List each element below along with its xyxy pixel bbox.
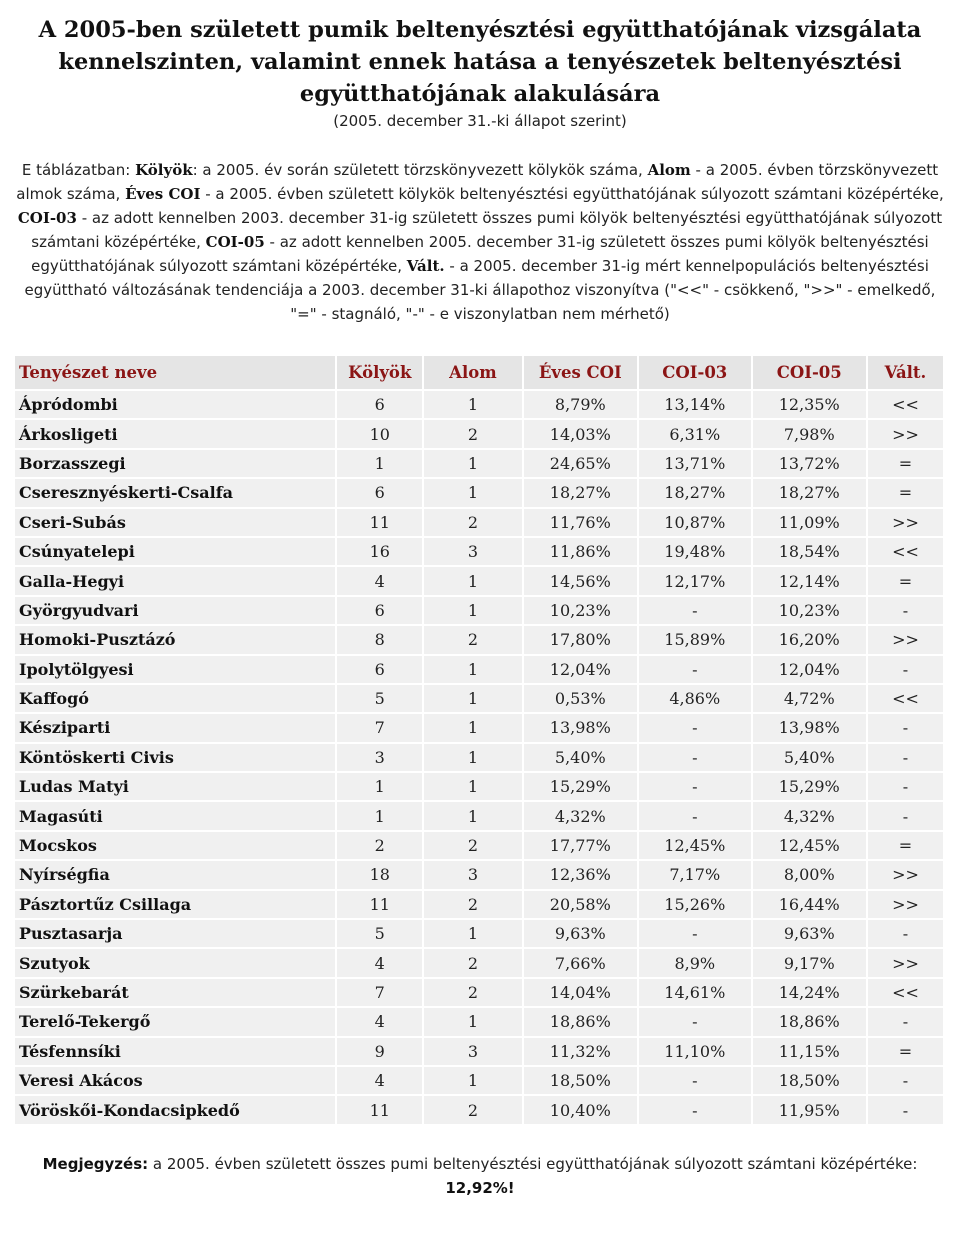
cell-eves-coi: 8,79% <box>524 391 637 418</box>
cell-coi-03: 7,17% <box>639 861 750 888</box>
cell-eves-coi: 12,04% <box>524 656 637 683</box>
cell-valt: - <box>868 656 943 683</box>
cell-alom: 2 <box>424 420 521 447</box>
cell-coi-05: 16,44% <box>753 891 866 918</box>
cell-coi-03: - <box>639 656 750 683</box>
cell-alom: 1 <box>424 597 521 624</box>
cell-alom: 1 <box>424 1067 521 1094</box>
table-row <box>15 450 943 477</box>
cell-valt: >> <box>868 420 943 447</box>
cell-coi-05: 8,00% <box>753 861 866 888</box>
cell-valt: = <box>868 567 943 594</box>
cell-kolyok: 4 <box>337 1067 422 1094</box>
cell-eves-coi: 24,65% <box>524 450 637 477</box>
term-eves-coi: Éves COI <box>125 185 201 203</box>
cell-kolyok: 5 <box>337 685 422 712</box>
cell-kennel-name: Györgyudvari <box>15 597 335 624</box>
cell-kolyok: 9 <box>337 1038 422 1065</box>
cell-alom: 3 <box>424 538 521 565</box>
cell-eves-coi: 17,80% <box>524 626 637 653</box>
cell-valt: >> <box>868 949 943 976</box>
cell-kennel-name: Cseri-Subás <box>15 509 335 536</box>
cell-valt: = <box>868 479 943 506</box>
term-kolyok-text: : a 2005. év során született törzskönyvezett kölykök száma, <box>192 161 648 179</box>
cell-kennel-name: Csúnyatelepi <box>15 538 335 565</box>
cell-alom: 1 <box>424 656 521 683</box>
cell-eves-coi: 14,04% <box>524 979 637 1006</box>
cell-coi-05: 12,14% <box>753 567 866 594</box>
cell-coi-05: 12,35% <box>753 391 866 418</box>
cell-coi-05: 9,63% <box>753 920 866 947</box>
cell-valt: - <box>868 597 943 624</box>
cell-eves-coi: 4,32% <box>524 802 637 829</box>
cell-coi-05: 11,95% <box>753 1096 866 1123</box>
cell-coi-05: 12,45% <box>753 832 866 859</box>
header-valt: Vált. <box>868 356 943 389</box>
cell-alom: 1 <box>424 920 521 947</box>
table-row <box>15 656 943 683</box>
cell-coi-03: 4,86% <box>639 685 750 712</box>
cell-alom: 1 <box>424 567 521 594</box>
cell-alom: 1 <box>424 685 521 712</box>
table-row <box>15 626 943 653</box>
term-alom: Alom <box>647 161 691 179</box>
cell-kolyok: 7 <box>337 979 422 1006</box>
cell-eves-coi: 18,86% <box>524 1008 637 1035</box>
cell-coi-05: 16,20% <box>753 626 866 653</box>
cell-kolyok: 11 <box>337 891 422 918</box>
cell-coi-03: - <box>639 714 750 741</box>
table-row <box>15 391 943 418</box>
cell-valt: << <box>868 538 943 565</box>
cell-eves-coi: 10,23% <box>524 597 637 624</box>
cell-alom: 2 <box>424 979 521 1006</box>
cell-kolyok: 16 <box>337 538 422 565</box>
cell-valt: - <box>868 773 943 800</box>
cell-kennel-name: Borzasszegi <box>15 450 335 477</box>
table-row <box>15 802 943 829</box>
table-row <box>15 1067 943 1094</box>
term-valt: Vált. <box>406 257 445 275</box>
cell-alom: 2 <box>424 891 521 918</box>
cell-coi-05: 12,04% <box>753 656 866 683</box>
cell-coi-05: 14,24% <box>753 979 866 1006</box>
cell-kennel-name: Magasúti <box>15 802 335 829</box>
cell-coi-05: 4,32% <box>753 802 866 829</box>
cell-kennel-name: Galla-Hegyi <box>15 567 335 594</box>
cell-coi-03: 19,48% <box>639 538 750 565</box>
cell-valt: << <box>868 391 943 418</box>
cell-eves-coi: 7,66% <box>524 949 637 976</box>
header-coi-03: COI-03 <box>639 356 750 389</box>
cell-alom: 1 <box>424 744 521 771</box>
cell-kolyok: 4 <box>337 949 422 976</box>
cell-valt: = <box>868 1038 943 1065</box>
cell-eves-coi: 9,63% <box>524 920 637 947</box>
cell-kennel-name: Mocskos <box>15 832 335 859</box>
table-row <box>15 744 943 771</box>
cell-kolyok: 10 <box>337 420 422 447</box>
cell-coi-05: 7,98% <box>753 420 866 447</box>
table-row <box>15 597 943 624</box>
cell-eves-coi: 11,76% <box>524 509 637 536</box>
cell-kennel-name: Szürkebarát <box>15 979 335 1006</box>
cell-coi-03: 13,71% <box>639 450 750 477</box>
cell-eves-coi: 0,53% <box>524 685 637 712</box>
cell-kolyok: 2 <box>337 832 422 859</box>
cell-kennel-name: Veresi Akácos <box>15 1067 335 1094</box>
cell-valt: >> <box>868 891 943 918</box>
cell-alom: 2 <box>424 626 521 653</box>
cell-coi-03: - <box>639 1008 750 1035</box>
header-kolyok: Kölyök <box>337 356 422 389</box>
table-row <box>15 920 943 947</box>
table-header-row <box>15 356 943 389</box>
cell-eves-coi: 11,32% <box>524 1038 637 1065</box>
cell-kennel-name: Szutyok <box>15 949 335 976</box>
header-coi-05: COI-05 <box>753 356 866 389</box>
table-row <box>15 685 943 712</box>
cell-alom: 2 <box>424 509 521 536</box>
table-row <box>15 832 943 859</box>
cell-eves-coi: 5,40% <box>524 744 637 771</box>
cell-kolyok: 6 <box>337 597 422 624</box>
kennel-coi-table <box>13 354 945 1126</box>
table-row <box>15 538 943 565</box>
table-row <box>15 567 943 594</box>
cell-valt: - <box>868 802 943 829</box>
cell-valt: = <box>868 832 943 859</box>
cell-kolyok: 11 <box>337 509 422 536</box>
cell-coi-03: 10,87% <box>639 509 750 536</box>
cell-valt: >> <box>868 626 943 653</box>
cell-kolyok: 7 <box>337 714 422 741</box>
cell-coi-03: 18,27% <box>639 479 750 506</box>
cell-alom: 1 <box>424 714 521 741</box>
cell-coi-05: 18,27% <box>753 479 866 506</box>
cell-kolyok: 8 <box>337 626 422 653</box>
cell-valt: << <box>868 685 943 712</box>
table-row <box>15 979 943 1006</box>
table-row <box>15 420 943 447</box>
cell-eves-coi: 20,58% <box>524 891 637 918</box>
cell-kolyok: 6 <box>337 391 422 418</box>
cell-coi-03: 11,10% <box>639 1038 750 1065</box>
cell-kolyok: 18 <box>337 861 422 888</box>
cell-coi-05: 18,86% <box>753 1008 866 1035</box>
cell-coi-03: - <box>639 802 750 829</box>
cell-kennel-name: Pásztortűz Csillaga <box>15 891 335 918</box>
cell-eves-coi: 18,50% <box>524 1067 637 1094</box>
cell-coi-03: - <box>639 773 750 800</box>
title-line: A 2005-ben született pumik beltenyésztési együtthatójának vizsgálata <box>38 17 922 43</box>
cell-valt: - <box>868 1008 943 1035</box>
cell-kolyok: 5 <box>337 920 422 947</box>
cell-eves-coi: 14,03% <box>524 420 637 447</box>
cell-coi-03: - <box>639 744 750 771</box>
table-description <box>14 158 946 326</box>
cell-valt: = <box>868 450 943 477</box>
header-kennel-name: Tenyészet neve <box>15 356 335 389</box>
cell-coi-03: 15,26% <box>639 891 750 918</box>
cell-kolyok: 4 <box>337 567 422 594</box>
cell-kennel-name: Ipolytölgyesi <box>15 656 335 683</box>
cell-coi-03: 15,89% <box>639 626 750 653</box>
cell-coi-03: - <box>639 597 750 624</box>
cell-coi-03: - <box>639 1067 750 1094</box>
cell-alom: 1 <box>424 450 521 477</box>
cell-coi-05: 5,40% <box>753 744 866 771</box>
cell-alom: 1 <box>424 391 521 418</box>
cell-kennel-name: Késziparti <box>15 714 335 741</box>
cell-coi-05: 18,54% <box>753 538 866 565</box>
cell-coi-03: 13,14% <box>639 391 750 418</box>
footnote-value: 12,92%! <box>445 1178 515 1197</box>
table-row <box>15 949 943 976</box>
table-body <box>15 391 943 1124</box>
cell-coi-05: 13,72% <box>753 450 866 477</box>
table-row <box>15 1038 943 1065</box>
cell-eves-coi: 15,29% <box>524 773 637 800</box>
term-kolyok: Kölyök <box>135 161 193 179</box>
cell-kennel-name: Köntöskerti Civis <box>15 744 335 771</box>
cell-alom: 2 <box>424 1096 521 1123</box>
cell-eves-coi: 14,56% <box>524 567 637 594</box>
footnote-label: Megjegyzés: <box>42 1154 149 1173</box>
cell-valt: >> <box>868 861 943 888</box>
cell-coi-05: 15,29% <box>753 773 866 800</box>
cell-kennel-name: Ápródombi <box>15 391 335 418</box>
cell-coi-03: - <box>639 920 750 947</box>
cell-eves-coi: 10,40% <box>524 1096 637 1123</box>
description-intro: E táblázatban: <box>21 161 136 179</box>
cell-alom: 2 <box>424 832 521 859</box>
cell-eves-coi: 18,27% <box>524 479 637 506</box>
cell-valt: - <box>868 1067 943 1094</box>
cell-kennel-name: Árkosligeti <box>15 420 335 447</box>
cell-coi-05: 4,72% <box>753 685 866 712</box>
cell-valt: - <box>868 714 943 741</box>
table-row <box>15 479 943 506</box>
cell-alom: 1 <box>424 1008 521 1035</box>
title-line: kennelszinten, valamint ennek hatása a tenyészetek beltenyésztési <box>58 49 902 75</box>
cell-kolyok: 4 <box>337 1008 422 1035</box>
cell-kennel-name: Terelő-Tekergő <box>15 1008 335 1035</box>
term-valt-text: - a 2005. december 31-ig mért kennelpopulációs beltenyésztési együttható változásának tendenciája a 2003. december 31-ki állapothoz viszonyítva ("<<" - csökkenő, ">>" - emelkedő, "=" - stagnáló, "-" - e viszonylatban nem mérhető) <box>24 257 936 323</box>
title-line: együtthatójának alakulására <box>299 81 661 107</box>
cell-coi-05: 18,50% <box>753 1067 866 1094</box>
cell-coi-03: 6,31% <box>639 420 750 447</box>
term-coi-03: COI-03 <box>17 209 77 227</box>
cell-kolyok: 3 <box>337 744 422 771</box>
cell-valt: - <box>868 1096 943 1123</box>
table-row <box>15 861 943 888</box>
cell-eves-coi: 12,36% <box>524 861 637 888</box>
cell-kennel-name: Nyírségfia <box>15 861 335 888</box>
cell-coi-05: 13,98% <box>753 714 866 741</box>
cell-valt: - <box>868 920 943 947</box>
table-row <box>15 1096 943 1123</box>
cell-kennel-name: Kaffogó <box>15 685 335 712</box>
cell-alom: 1 <box>424 802 521 829</box>
cell-kennel-name: Tésfennsíki <box>15 1038 335 1065</box>
cell-coi-03: - <box>639 1096 750 1123</box>
cell-valt: - <box>868 744 943 771</box>
cell-alom: 3 <box>424 861 521 888</box>
cell-alom: 1 <box>424 773 521 800</box>
cell-valt: >> <box>868 509 943 536</box>
cell-kolyok: 6 <box>337 656 422 683</box>
cell-coi-03: 8,9% <box>639 949 750 976</box>
term-coi-05-text: - az adott kennelben 2005. december 31-ig született összes pumi kölyök beltenyésztési együtthatójának súlyozott számtani középértéke, <box>31 233 929 275</box>
table-row <box>15 1008 943 1035</box>
cell-eves-coi: 17,77% <box>524 832 637 859</box>
cell-coi-05: 9,17% <box>753 949 866 976</box>
header-alom: Alom <box>424 356 521 389</box>
page-subtitle: (2005. december 31.-ki állapot szerint) <box>333 112 627 130</box>
cell-kolyok: 11 <box>337 1096 422 1123</box>
table-row <box>15 714 943 741</box>
footnote-text: a 2005. évben született összes pumi beltenyésztési együtthatójának súlyozott számtani középértéke: <box>148 1154 918 1173</box>
cell-kolyok: 1 <box>337 802 422 829</box>
cell-coi-03: 14,61% <box>639 979 750 1006</box>
term-coi-05: COI-05 <box>205 233 265 251</box>
cell-eves-coi: 13,98% <box>524 714 637 741</box>
cell-coi-03: 12,17% <box>639 567 750 594</box>
cell-kennel-name: Cseresznyéskerti-Csalfa <box>15 479 335 506</box>
term-coi-03-text: - az adott kennelben 2003. december 31-ig született összes pumi kölyök beltenyésztési együtthatójának súlyozott számtani középértéke, <box>31 209 943 251</box>
cell-coi-05: 11,09% <box>753 509 866 536</box>
header-eves-coi: Éves COI <box>524 356 637 389</box>
cell-kennel-name: Vöröskői-Kondacsipkedő <box>15 1096 335 1123</box>
footnote <box>14 1152 946 1200</box>
cell-kolyok: 1 <box>337 773 422 800</box>
table-row <box>15 773 943 800</box>
term-alom-text: - a 2005. évben törzskönyvezett almok száma, <box>16 161 939 203</box>
cell-valt: << <box>868 979 943 1006</box>
cell-kennel-name: Homoki-Pusztázó <box>15 626 335 653</box>
cell-kolyok: 1 <box>337 450 422 477</box>
cell-coi-05: 10,23% <box>753 597 866 624</box>
cell-kennel-name: Pusztasarja <box>15 920 335 947</box>
cell-coi-05: 11,15% <box>753 1038 866 1065</box>
cell-alom: 2 <box>424 949 521 976</box>
cell-alom: 3 <box>424 1038 521 1065</box>
term-eves-coi-text: - a 2005. évben született kölykök beltenyésztési együtthatójának súlyozott számtani középértéke, <box>200 185 944 203</box>
cell-alom: 1 <box>424 479 521 506</box>
cell-kennel-name: Ludas Matyi <box>15 773 335 800</box>
cell-kolyok: 6 <box>337 479 422 506</box>
page-title <box>14 14 946 110</box>
cell-coi-03: 12,45% <box>639 832 750 859</box>
table-row <box>15 509 943 536</box>
cell-eves-coi: 11,86% <box>524 538 637 565</box>
table-row <box>15 891 943 918</box>
